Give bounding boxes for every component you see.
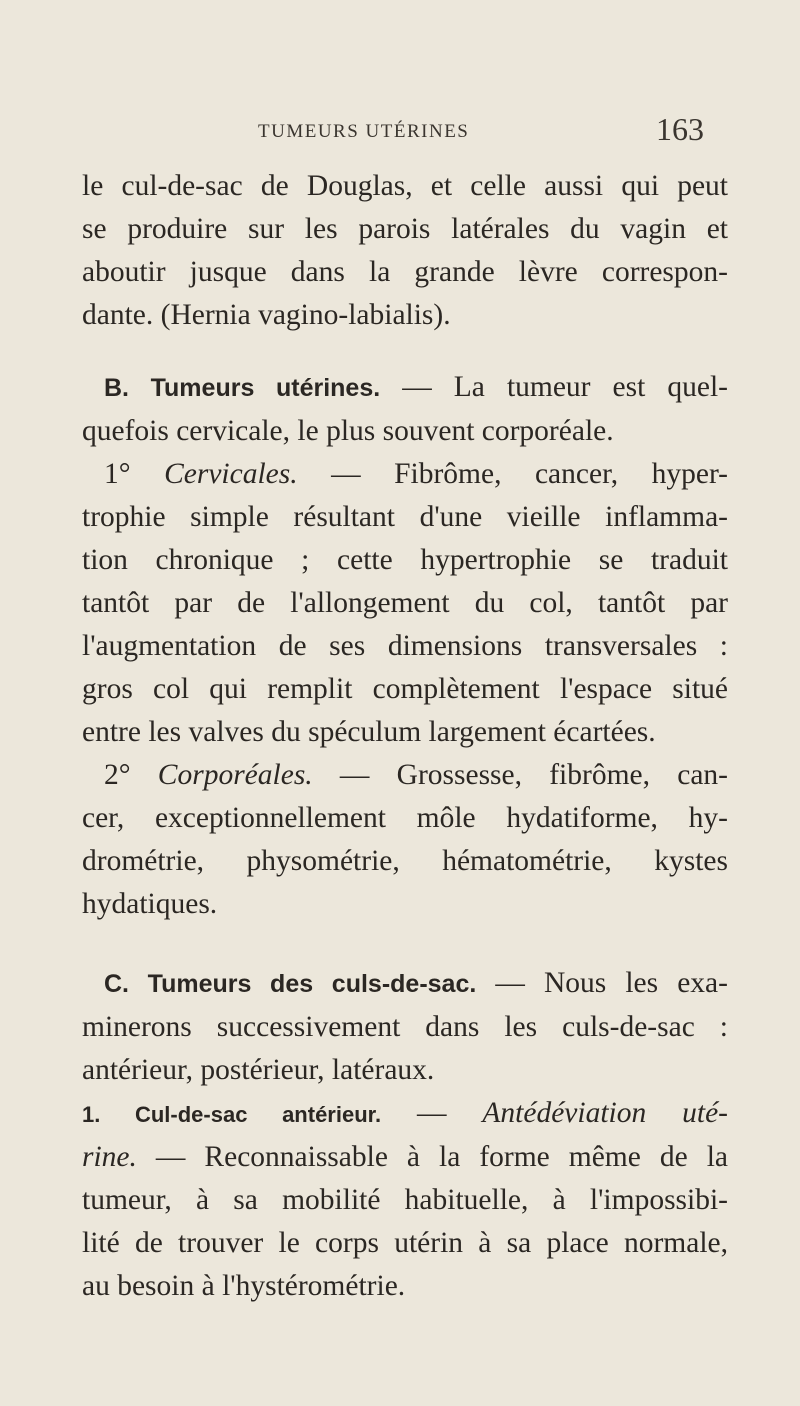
subsection-1-first-line [82,1092,728,1136]
text-line: drométrie, physométrie, hématométrie, kystes [82,845,728,877]
text-line: antérieur, postérieur, latéraux. [82,1054,435,1086]
body-text [82,165,728,1308]
text-line: hydatiques. [82,888,218,920]
paragraph-gap [82,337,728,366]
list-number: 1° [104,458,131,490]
running-title: TUMEURS UTÉRINES [258,121,470,142]
text-line: l'augmentation de ses dimensions transversales : [82,630,728,662]
subsection-1-italic: Antédéviation uté- [482,1097,728,1129]
corporeales-first-line [82,754,728,797]
text-line: le cul-de-sac de Douglas, et celle aussi qui peut [82,170,728,202]
text-line: tantôt par de l'allongement du col, tantôt par [82,587,728,619]
corporeales-label: Corporéales. [157,759,313,791]
page-header [0,111,800,159]
subsection-1-dash: — [381,1097,483,1129]
cervicales-text: — Fibrôme, cancer, hyper- [297,458,729,490]
subsection-1-italic-cont: rine. [82,1141,137,1173]
text-line: aboutir jusque dans la grande lèvre correspon- [82,256,728,288]
section-c-heading: C. Tumeurs des culs-de-sac. [104,970,477,998]
paragraph-gap [82,926,728,962]
section-c-text: — Nous les exa- [476,967,728,999]
text-line: trophie simple résultant d'une vieille inflamma- [82,501,728,533]
text-line: quefois cervicale, le plus souvent corporéale. [82,415,614,447]
page-number: 163 [656,111,704,147]
text-line: se produire sur les parois latérales du vagin et [82,213,728,245]
section-b-heading: B. Tumeurs utérines. [104,374,381,402]
text-line: minerons successivement dans les culs-de-sac : [82,1011,728,1043]
text-line: tion chronique ; cette hypertrophie se traduit [82,544,728,576]
text-line: gros col qui remplit complètement l'espace situé [82,673,728,705]
text-line: tumeur, à sa mobilité habituelle, à l'impossibi- [82,1184,728,1216]
section-c-first-line [82,962,728,1006]
cervicales-first-line [82,453,728,496]
cervicales-label: Cervicales. [164,458,298,490]
subsection-1-text: — Reconnaissable à la forme même de la [136,1141,728,1173]
list-number: 2° [104,759,131,791]
subsection-1-heading: 1. Cul-de-sac antérieur. [82,1102,382,1127]
section-b-first-line [82,366,728,410]
corporeales-text: — Grossesse, fibrôme, can- [312,759,728,791]
text-line: au besoin à l'hystérométrie. [82,1270,406,1302]
section-b-text: — La tumeur est quel- [380,371,728,403]
text-line: dante. (Hernia vagino-labialis). [82,299,451,331]
text-line: lité de trouver le corps utérin à sa place normale, [82,1227,728,1259]
text-line: entre les valves du spéculum largement écartées. [82,716,656,748]
text-line: cer, exceptionnellement môle hydatiforme, hy- [82,802,728,834]
subsection-1-second-line [82,1136,728,1179]
